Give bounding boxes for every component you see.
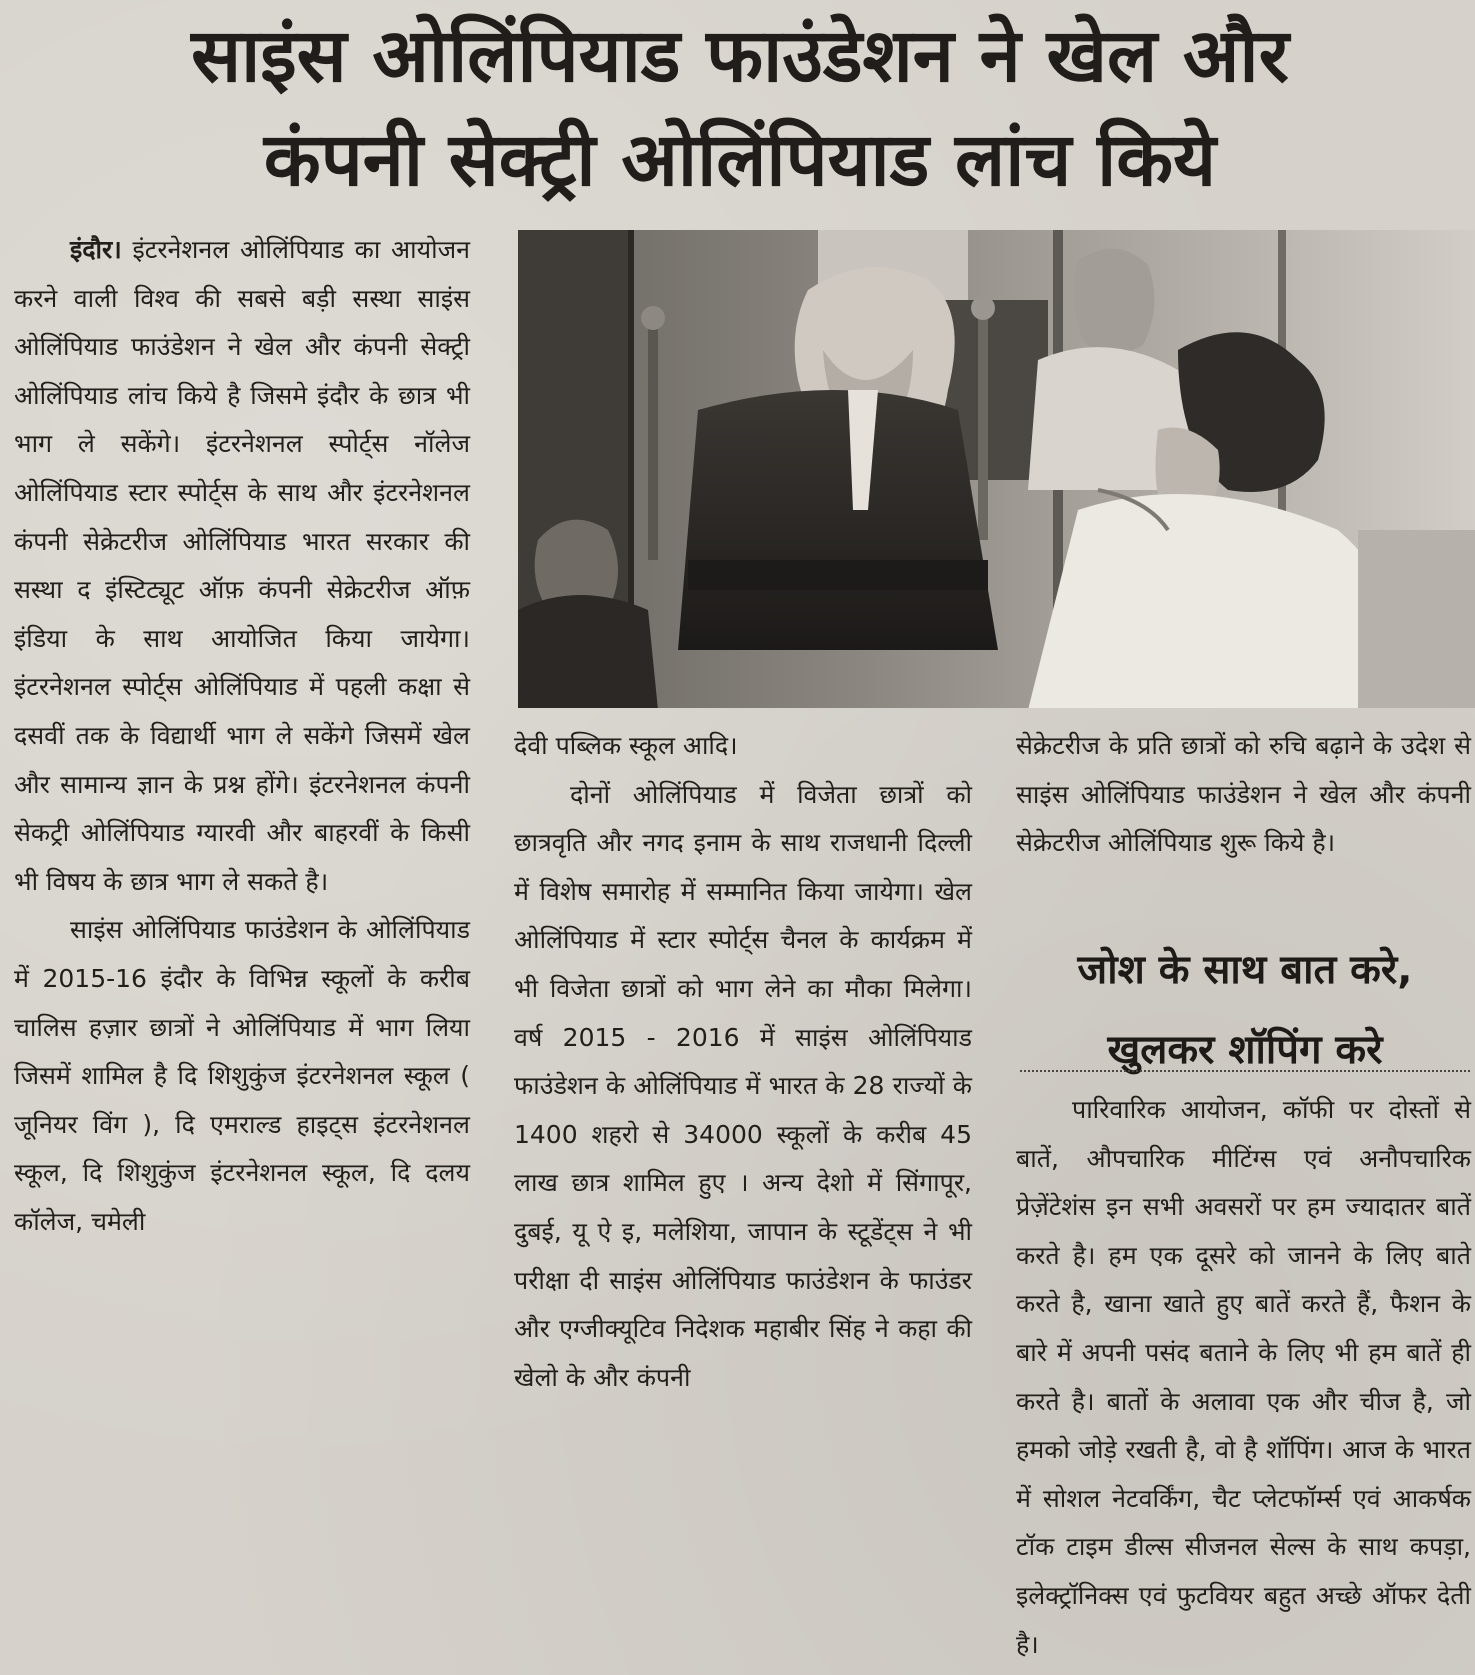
- news-photo: [518, 230, 1475, 708]
- article-paragraph-3: देवी पब्लिक स्कूल आदि।: [514, 731, 738, 760]
- headline-line-1: साइंस ओलिंपियाड फाउंडेशन ने खेल और: [191, 13, 1289, 99]
- article-paragraph-5: सेक्रेटरीज के प्रति छात्रों को रुचि बढ़ाने के उदेश से साइंस ओलिंपियाड फाउंडेशन ने खेल और कंपनी सेक्रेटरीज ओलिंपियाड शुरू किये है।: [1016, 731, 1471, 858]
- article-paragraph-4: दोनों ओलिंपियाड में विजेता छात्रों को छात्रवृति और नगद इनाम के साथ राजधानी दिल्ली में विशेष समारोह में सम्मानित किया जायेगा। खेल ओलिंपियाड में स्टार स्पोर्ट्स चैनल के कार्यक्रम में भी विजेता छात्रों को भाग लेने का मौका मिलेगा। वर्ष 2015 - 2016 में साइंस ओलिंपियाड फाउंडेशन के ओलिंपियाड में भारत के 28 राज्यों के 1400 शहरो से 34000 स्कूलों के करीब 45 लाख छात्र शामिल हुए । अन्य देशो में सिंगापूर, दुबई, यू ऐ इ, मलेशिया, जापान के स्टूडेंट्स ने भी परीक्षा दी साइंस ओलिंपियाड फाउंडेशन के फाउंडर और एग्जीक्यूटिव निदेशक महाबीर सिंह ने कहा की खेलो के और कंपनी: [514, 779, 972, 1392]
- sidebar-paragraph: पारिवारिक आयोजन, कॉफी पर दोस्तों से बातें, औपचारिक मीटिंग्स एवं अनौपचारिक प्रेज़ेंटेशंस इन सभी अवसरों पर हम ज्यादातर बातें करते है। हम एक दूसरे को जानने के लिए बाते करते है, खाना खाते हुए बातें करते हैं, फैशन के बारे में अपनी पसंद बताने के लिए भी हम बातें ही करते है। बातों के अलावा एक और चीज है, जो हमको जोड़े रखती है, वो है शॉपिंग। आज के भारत में सोशल नेटवर्किंग, चैट प्लेटफॉर्म्स एवं आकर्षक टॉक टाइम डील्स सीजनल सेल्स के साथ कपड़ा, इलेक्ट्रॉनिक्स एवं फुटवियर बहुत अच्छे ऑफर देती है।: [1016, 1095, 1471, 1659]
- sidebar-divider: [1020, 1070, 1470, 1072]
- sidebar-column: [1016, 1086, 1471, 1669]
- article-column-3: [1016, 722, 1471, 868]
- photo-illustration: [518, 230, 1475, 708]
- dateline: इंदौर।: [70, 235, 122, 264]
- article-paragraph-1: इंटरनेशनल ओलिंपियाड का आयोजन करने वाली विश्व की सबसे बड़ी सस्था साइंस ओलिंपियाड फाउंडेशन ने खेल और कंपनी सेक्ट्री ओलिंपियाड लांच किये है जिसमे इंदौर के छात्र भी भाग ले सकेंगे। इंटरनेशनल स्पोर्ट्स नॉलेज ओलिंपियाड स्टार स्पोर्ट्स के साथ और इंटरनेशनल कंपनी सेक्रेटरीज ओलिंपियाड भारत सरकार की सस्था द इंस्टिट्यूट ऑफ़ कंपनी सेक्रेटरीज ऑफ़ इंडिया के साथ आयोजित किया जायेगा। इंटरनेशनल स्पोर्ट्स ओलिंपियाड में पहली कक्षा से दसवीं तक के विद्यार्थी भाग ले सकेंगे जिसमें खेल और सामान्य ज्ञान के प्रश्न होंगे। इंटरनेशनल कंपनी सेकट्री ओलिंपियाड ग्यारवी और बाहरवीं के किसी भी विषय के छात्र भाग ले सकते है।: [14, 235, 470, 896]
- article-column-2: [514, 722, 972, 1402]
- article-column-1: [14, 226, 470, 1246]
- article-paragraph-2: साइंस ओलिंपियाड फाउंडेशन के ओलिंपियाड में 2015-16 इंदौर के विभिन्न स्कूलों के करीब चालिस हज़ार छात्रों ने ओलिंपियाड में भाग लिया जिसमें शामिल है दि शिशुकुंज इंटरनेशनल स्कूल ( जूनियर विंग ), दि एमराल्ड हाइट्स इंटरनेशनल स्कूल, दि शिशुकुंज इंटरनेशनल स्कूल, दि दलय कॉलेज, चमेली: [14, 915, 470, 1236]
- sidebar-headline-line-2: खुलकर शॉपिंग करे: [1107, 1027, 1383, 1073]
- headline-line-2: कंपनी सेक्ट्री ओलिंपियाड लांच किये: [263, 117, 1217, 203]
- sidebar-headline-line-1: जोश के साथ बात करे,: [1077, 947, 1413, 993]
